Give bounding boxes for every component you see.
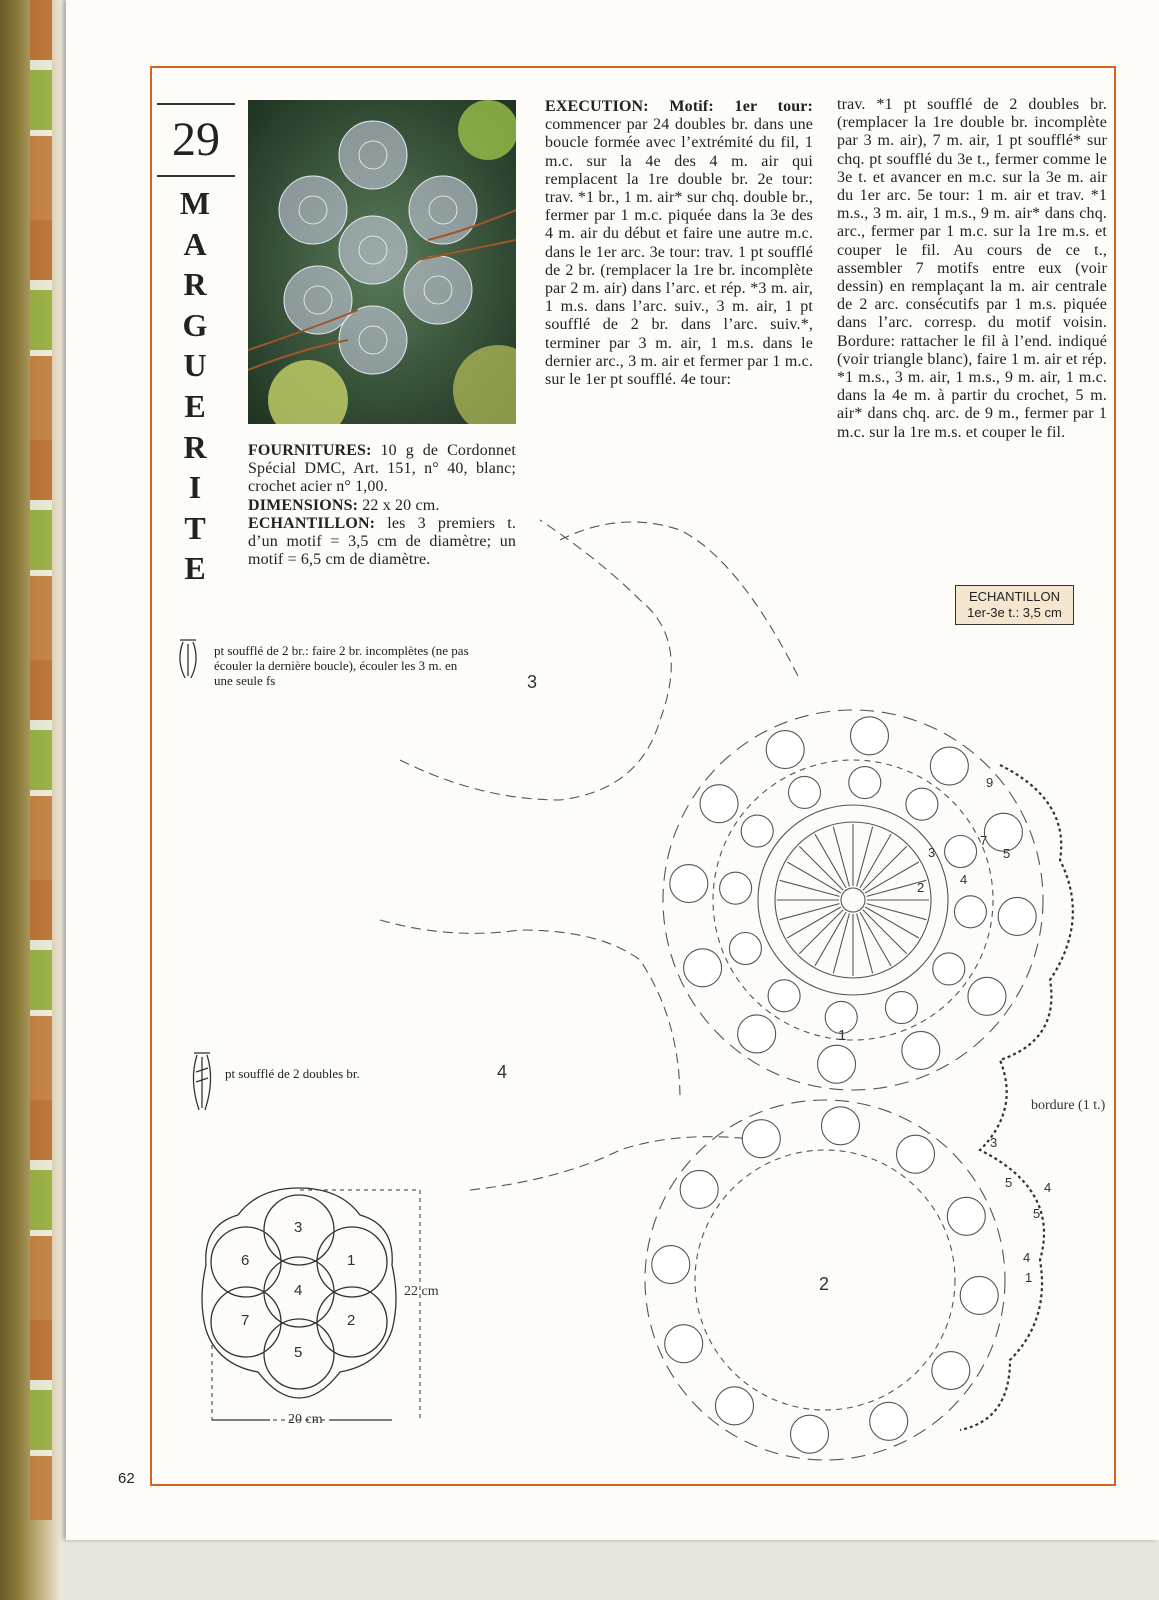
execution-label: EXECUTION: Motif: 1er tour: bbox=[545, 98, 813, 115]
bordure-label: bordure (1 t.) bbox=[1031, 1098, 1106, 1113]
legend-puff-stitch-2-double-br: pt soufflé de 2 doubles br. bbox=[225, 1066, 360, 1081]
title-letter: R bbox=[183, 428, 207, 465]
assembly-height-label: 22 cm bbox=[404, 1284, 439, 1299]
echantillon-box-text: 1er-3e t.: 3,5 cm bbox=[967, 605, 1062, 620]
motif-label-2: 2 bbox=[819, 1274, 830, 1294]
round-number: 4 bbox=[1023, 1250, 1031, 1265]
title-letter: G bbox=[182, 306, 208, 343]
round-number: 2 bbox=[917, 880, 925, 895]
title-letter: U bbox=[183, 347, 207, 384]
round-number: 5 bbox=[1005, 1175, 1013, 1190]
title-letter: E bbox=[184, 387, 206, 424]
title-letter: E bbox=[184, 550, 206, 587]
fournitures-text: 10 g de Cordonnet Spécial DMC, Art. 151, n° 40, blanc; crochet acier n° 1,00. bbox=[248, 442, 516, 496]
round-number: 1 bbox=[1025, 1270, 1033, 1285]
title-letter: M bbox=[179, 185, 211, 221]
title-letter: R bbox=[183, 266, 207, 303]
round-number: 3 bbox=[990, 1135, 998, 1150]
assembly-motif-1: 1 bbox=[347, 1252, 356, 1269]
pattern-number: 29 bbox=[172, 113, 220, 166]
assembly-motif-5: 5 bbox=[294, 1344, 303, 1361]
puff-stitch-symbol-icon bbox=[180, 640, 196, 678]
echantillon-box bbox=[955, 585, 1074, 625]
execution-text-1: commencer par 24 doubles br. dans une boucle formée avec l’extrémité du fil, 1 m.c. sur la 4e des 4 m. air qui remplacent la 1re double br. 2e tour: trav. *1 br., 1 m. air* sur chq. double br., fermer par 1 m.c. piquée dans la 3e des 4 m. air du début et faire une autre m.c. dans le 1er arc. 3e tour: trav. 1 pt soufflé de 2 br. (remplacer la 1re br. incomplète par 2 m. air) dans l’arc. et rép. *3 m. air, 1 m.s. dans l’arc. suiv., 3 m. air, 1 pt soufflé de 2 br. dans l’arc. suiv.*, terminer par 3 m. air, 1 m.s. dans le dernier arc., 3 m. air et fermer par 1 m.c. sur le 1er pt soufflé. 4e tour: bbox=[545, 116, 813, 389]
fournitures-label: FOURNITURES: bbox=[248, 442, 372, 459]
assembly-chart bbox=[202, 1188, 420, 1420]
assembly-motif-6: 6 bbox=[241, 1252, 250, 1269]
motif-label-4: 4 bbox=[497, 1062, 508, 1082]
motif-label-3: 3 bbox=[527, 672, 538, 692]
round-number: 5 bbox=[1003, 846, 1011, 861]
dimensions-label: DIMENSIONS: bbox=[248, 496, 359, 514]
round-number: 7 bbox=[980, 833, 988, 848]
round-number: 9 bbox=[986, 775, 994, 790]
title-letter: A bbox=[183, 225, 207, 262]
echantillon-box-title: ECHANTILLON bbox=[968, 589, 1061, 604]
assembly-width-label: 20 cm bbox=[288, 1412, 323, 1427]
title-letter: T bbox=[184, 509, 206, 546]
title-letter: I bbox=[188, 469, 202, 506]
echantillon-label: ECHANTILLON: bbox=[248, 514, 376, 532]
assembly-motif-4: 4 bbox=[294, 1282, 303, 1299]
page-number: 62 bbox=[118, 1470, 135, 1487]
round-number: 3 bbox=[928, 845, 936, 860]
motif-label-1: 1 bbox=[838, 1027, 847, 1044]
legend-puff-stitch-2-br: pt soufflé de 2 br.: faire 2 br. incomplètes (ne pas écouler la dernière boucle), écouler les 3 m. en une seule fs bbox=[214, 643, 469, 688]
execution-text-2: trav. *1 pt soufflé de 2 doubles br. (remplacer la 1re double br. incomplète par 3 m. air), 7 m. air, 1 pt soufflé* sur chq. pt soufflé du 3e t., fermer comme le 3e t. et avancer en m.c. sur la 3e m. air du 1er arc. 5e tour: 1 m. air et trav. *1 m.s., 3 m. air, 1 m.s., 9 m. air* dans chq. arc., fermer par 1 m.c. sur la 1re m.s. et couper le fil. Au cours de ce t., assembler 7 motifs entre eux (voir dessin) en remplaçant la m. air centrale de 2 arc. consécutifs par 1 m.s. piquée dans l’arc. corresp. du motif voisin. Bordure: rattacher le fil à l’end. indiqué (voir triangle blanc), faire 1 m. air et rép. *1 m.s., 3 m. air, 1 m.s., 9 m. air, 1 m.c. dans la 4e m. à partir du crochet, 5 m. air* dans chq. arc. de 9 m., fermer par 1 m.c. sur la 1re m.s. et couper le fil. bbox=[837, 96, 1107, 441]
double-puff-stitch-symbol-icon bbox=[193, 1053, 210, 1110]
dimensions-text: 22 x 20 cm. bbox=[358, 496, 440, 514]
assembly-motif-3: 3 bbox=[294, 1219, 303, 1236]
round-number: 5 bbox=[1033, 1206, 1041, 1221]
echantillon-text: les 3 premiers t. d’un motif = 3,5 cm de diamètre; un motif = 6,5 cm de diamètre. bbox=[248, 514, 516, 569]
round-number: 4 bbox=[960, 872, 968, 887]
assembly-motif-7: 7 bbox=[241, 1312, 250, 1329]
round-number: 4 bbox=[1044, 1180, 1052, 1195]
assembly-motif-2: 2 bbox=[347, 1312, 356, 1329]
